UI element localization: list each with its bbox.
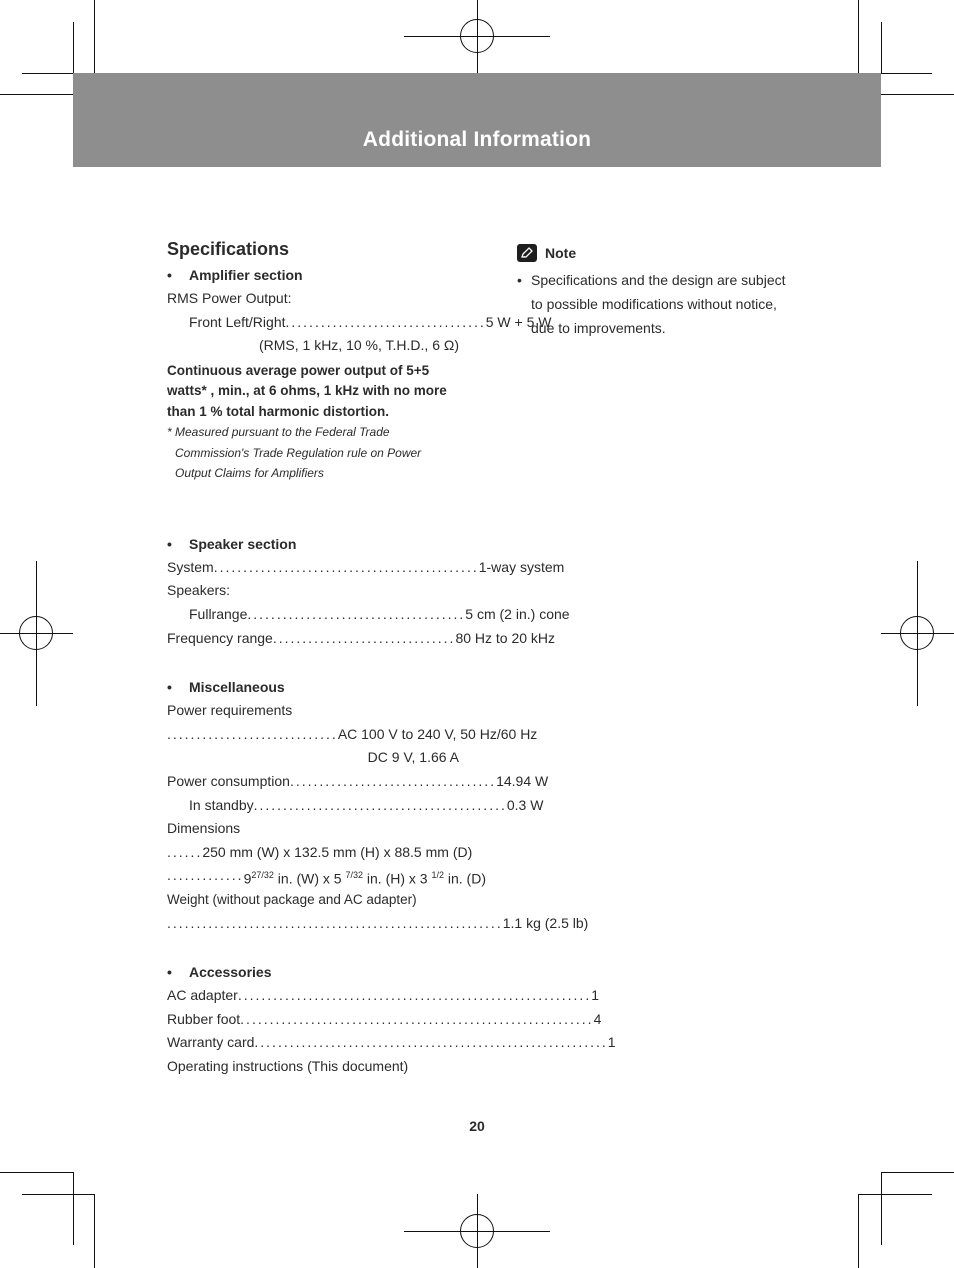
- frequency-row: Frequency range ............................... 80 Hz to 20 kHz: [167, 629, 556, 646]
- note-header: [517, 240, 797, 266]
- header-band: [73, 73, 881, 167]
- rms-label: RMS Power Output:: [167, 290, 292, 306]
- consumption-row: Power consumption ................................... 14.94 W: [167, 772, 549, 789]
- crop-mark: [0, 94, 73, 95]
- note-item: • Specifications and the design are subject to possible modifications without notice, due to improvements.: [517, 268, 797, 340]
- crop-mark: [881, 94, 954, 95]
- page-number: 20: [469, 1118, 485, 1134]
- registration-circle: [460, 19, 494, 53]
- front-output-row: Front Left/Right .................................. 5 W + 5 W: [189, 313, 552, 330]
- crop-mark: [858, 1194, 859, 1268]
- crop-mark: [0, 1172, 73, 1173]
- crop-mark: [881, 1172, 954, 1173]
- speakers-label: Speakers:: [167, 582, 231, 599]
- registration-circle: [460, 1214, 494, 1248]
- weight-label: Weight (without package and AC adapter): [167, 891, 417, 907]
- crop-mark: [881, 73, 932, 74]
- accessories-heading: • Accessories: [167, 964, 272, 981]
- speaker-heading: • Speaker section: [167, 535, 297, 552]
- instructions-row: Operating instructions (This document): [167, 1057, 409, 1074]
- registration-circle: [900, 616, 934, 650]
- crop-mark: [22, 73, 73, 74]
- registration-circle: [19, 616, 53, 650]
- fullrange-row: Fullrange ..................................... 5 cm (2 in.) cone: [189, 605, 570, 622]
- pencil-icon: [517, 244, 537, 262]
- power-req-ac-row: ............................. AC 100 V to 240 V, 50 Hz/60 Hz: [167, 725, 538, 742]
- crop-mark: [94, 0, 95, 73]
- dimensions-label: Dimensions: [167, 820, 241, 837]
- crop-mark: [73, 22, 74, 73]
- continuous-power-text: Continuous average power output of 5+5 watts* , min., at 6 ohms, 1 kHz with no more than 1 % total harmonic distortion.: [167, 362, 447, 419]
- note-text: Specifications and the design are subject to possible modifications without notice, due to improvements.: [531, 272, 786, 336]
- standby-row: In standby ........................................... 0.3 W: [189, 796, 544, 813]
- crop-mark: [73, 1172, 74, 1245]
- dimensions-in-row: ............. $9^{27/32}$ in. (W) x 5 $^{7/32}$ in. (H) x 3 $^{1/2}$ in. (D): [167, 867, 486, 887]
- weight-row: ......................................................... 1.1 kg (2.5 lb): [167, 914, 589, 931]
- crop-mark: [94, 1194, 95, 1268]
- crop-mark: [858, 1194, 932, 1195]
- accessory-row: Rubber foot ............................................................ 4: [167, 1010, 602, 1027]
- power-req-dc-row: DC 9 V, 1.66 A: [367, 749, 459, 766]
- accessory-row: AC adapter ............................................................ 1: [167, 987, 600, 1004]
- amplifier-heading: • Amplifier section: [167, 267, 303, 283]
- misc-heading: • Miscellaneous: [167, 679, 285, 696]
- accessory-row: Warranty card ............................................................ 1: [167, 1034, 616, 1051]
- front-output-detail: (RMS, 1 kHz, 10 %, T.H.D., 6 Ω): [258, 337, 459, 354]
- note-label: Note: [545, 245, 577, 261]
- system-row: System ............................................. 1-way system: [167, 558, 565, 575]
- crop-mark: [881, 22, 882, 73]
- dimensions-mm-row: ...... 250 mm (W) x 132.5 mm (H) x 88.5 mm (D): [167, 843, 473, 860]
- crop-mark: [858, 0, 859, 73]
- power-req-label: Power requirements: [167, 702, 293, 719]
- power-footnote: * Measured pursuant to the Federal Trade Commission's Trade Regulation rule on Power Output Claims for Amplifiers: [167, 425, 422, 481]
- crop-mark: [881, 1172, 882, 1245]
- specifications-title: Specifications: [167, 239, 290, 259]
- page-title: Additional Information: [362, 128, 592, 151]
- note-column: [517, 240, 797, 340]
- crop-mark: [22, 1194, 95, 1195]
